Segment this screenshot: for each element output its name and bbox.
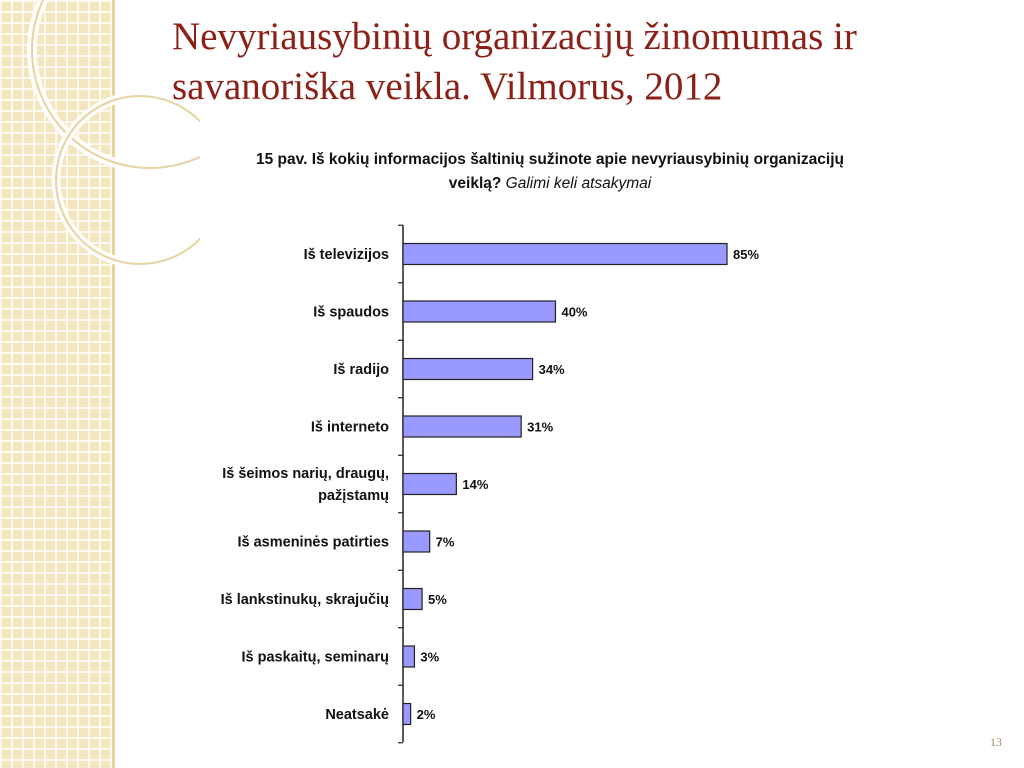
data-label-1: 40% — [561, 304, 588, 320]
category-label-7: Iš paskaitų, seminarų — [241, 649, 389, 666]
slide-title-line-2: savanoriška veikla. Vilmorus, 2012 — [172, 65, 723, 108]
data-label-4: 14% — [462, 477, 489, 492]
figure-caption-note: Galimi keli atsakymai — [505, 175, 652, 192]
category-label-4-line-1: pažįstamų — [318, 488, 389, 504]
category-label-4-line-0: Iš šeimos narių, draugų, — [222, 466, 389, 482]
slide-title-line-1: Nevyriausybinių organizacijų žinomumas ir — [172, 15, 857, 58]
bar-0 — [403, 244, 727, 265]
bar-2 — [403, 359, 533, 380]
data-label-6: 5% — [428, 592, 447, 607]
figure-caption-question: veiklą? — [448, 175, 502, 192]
category-label-5: Iš asmeninės patirties — [237, 534, 389, 551]
category-label-6: Iš lankstinukų, skrajučių — [220, 592, 389, 608]
bar-3 — [403, 416, 521, 437]
category-label-0: Iš televizijos — [303, 247, 389, 263]
category-label-2: Iš radijo — [333, 362, 389, 378]
data-label-0: 85% — [733, 247, 760, 262]
page-number: 13 — [990, 735, 1002, 749]
category-label-8: Neatsakė — [325, 707, 389, 723]
bar-7 — [403, 646, 414, 667]
data-label-5: 7% — [435, 534, 455, 550]
bar-6 — [403, 589, 422, 610]
bar-4 — [403, 474, 456, 495]
bar-8 — [403, 704, 411, 725]
data-label-8: 2% — [416, 707, 436, 722]
figure-caption-line-1: 15 pav. Iš kokių informacijos šaltinių sužinote apie nevyriausybinių organizacijų — [255, 151, 845, 168]
category-label-3: Iš interneto — [310, 419, 389, 436]
category-label-1: Iš spaudos — [313, 304, 389, 321]
data-label-7: 3% — [420, 649, 440, 665]
bar-1 — [403, 301, 555, 322]
data-label-3: 31% — [527, 419, 554, 435]
bar-5 — [403, 531, 430, 552]
data-label-2: 34% — [538, 362, 565, 377]
